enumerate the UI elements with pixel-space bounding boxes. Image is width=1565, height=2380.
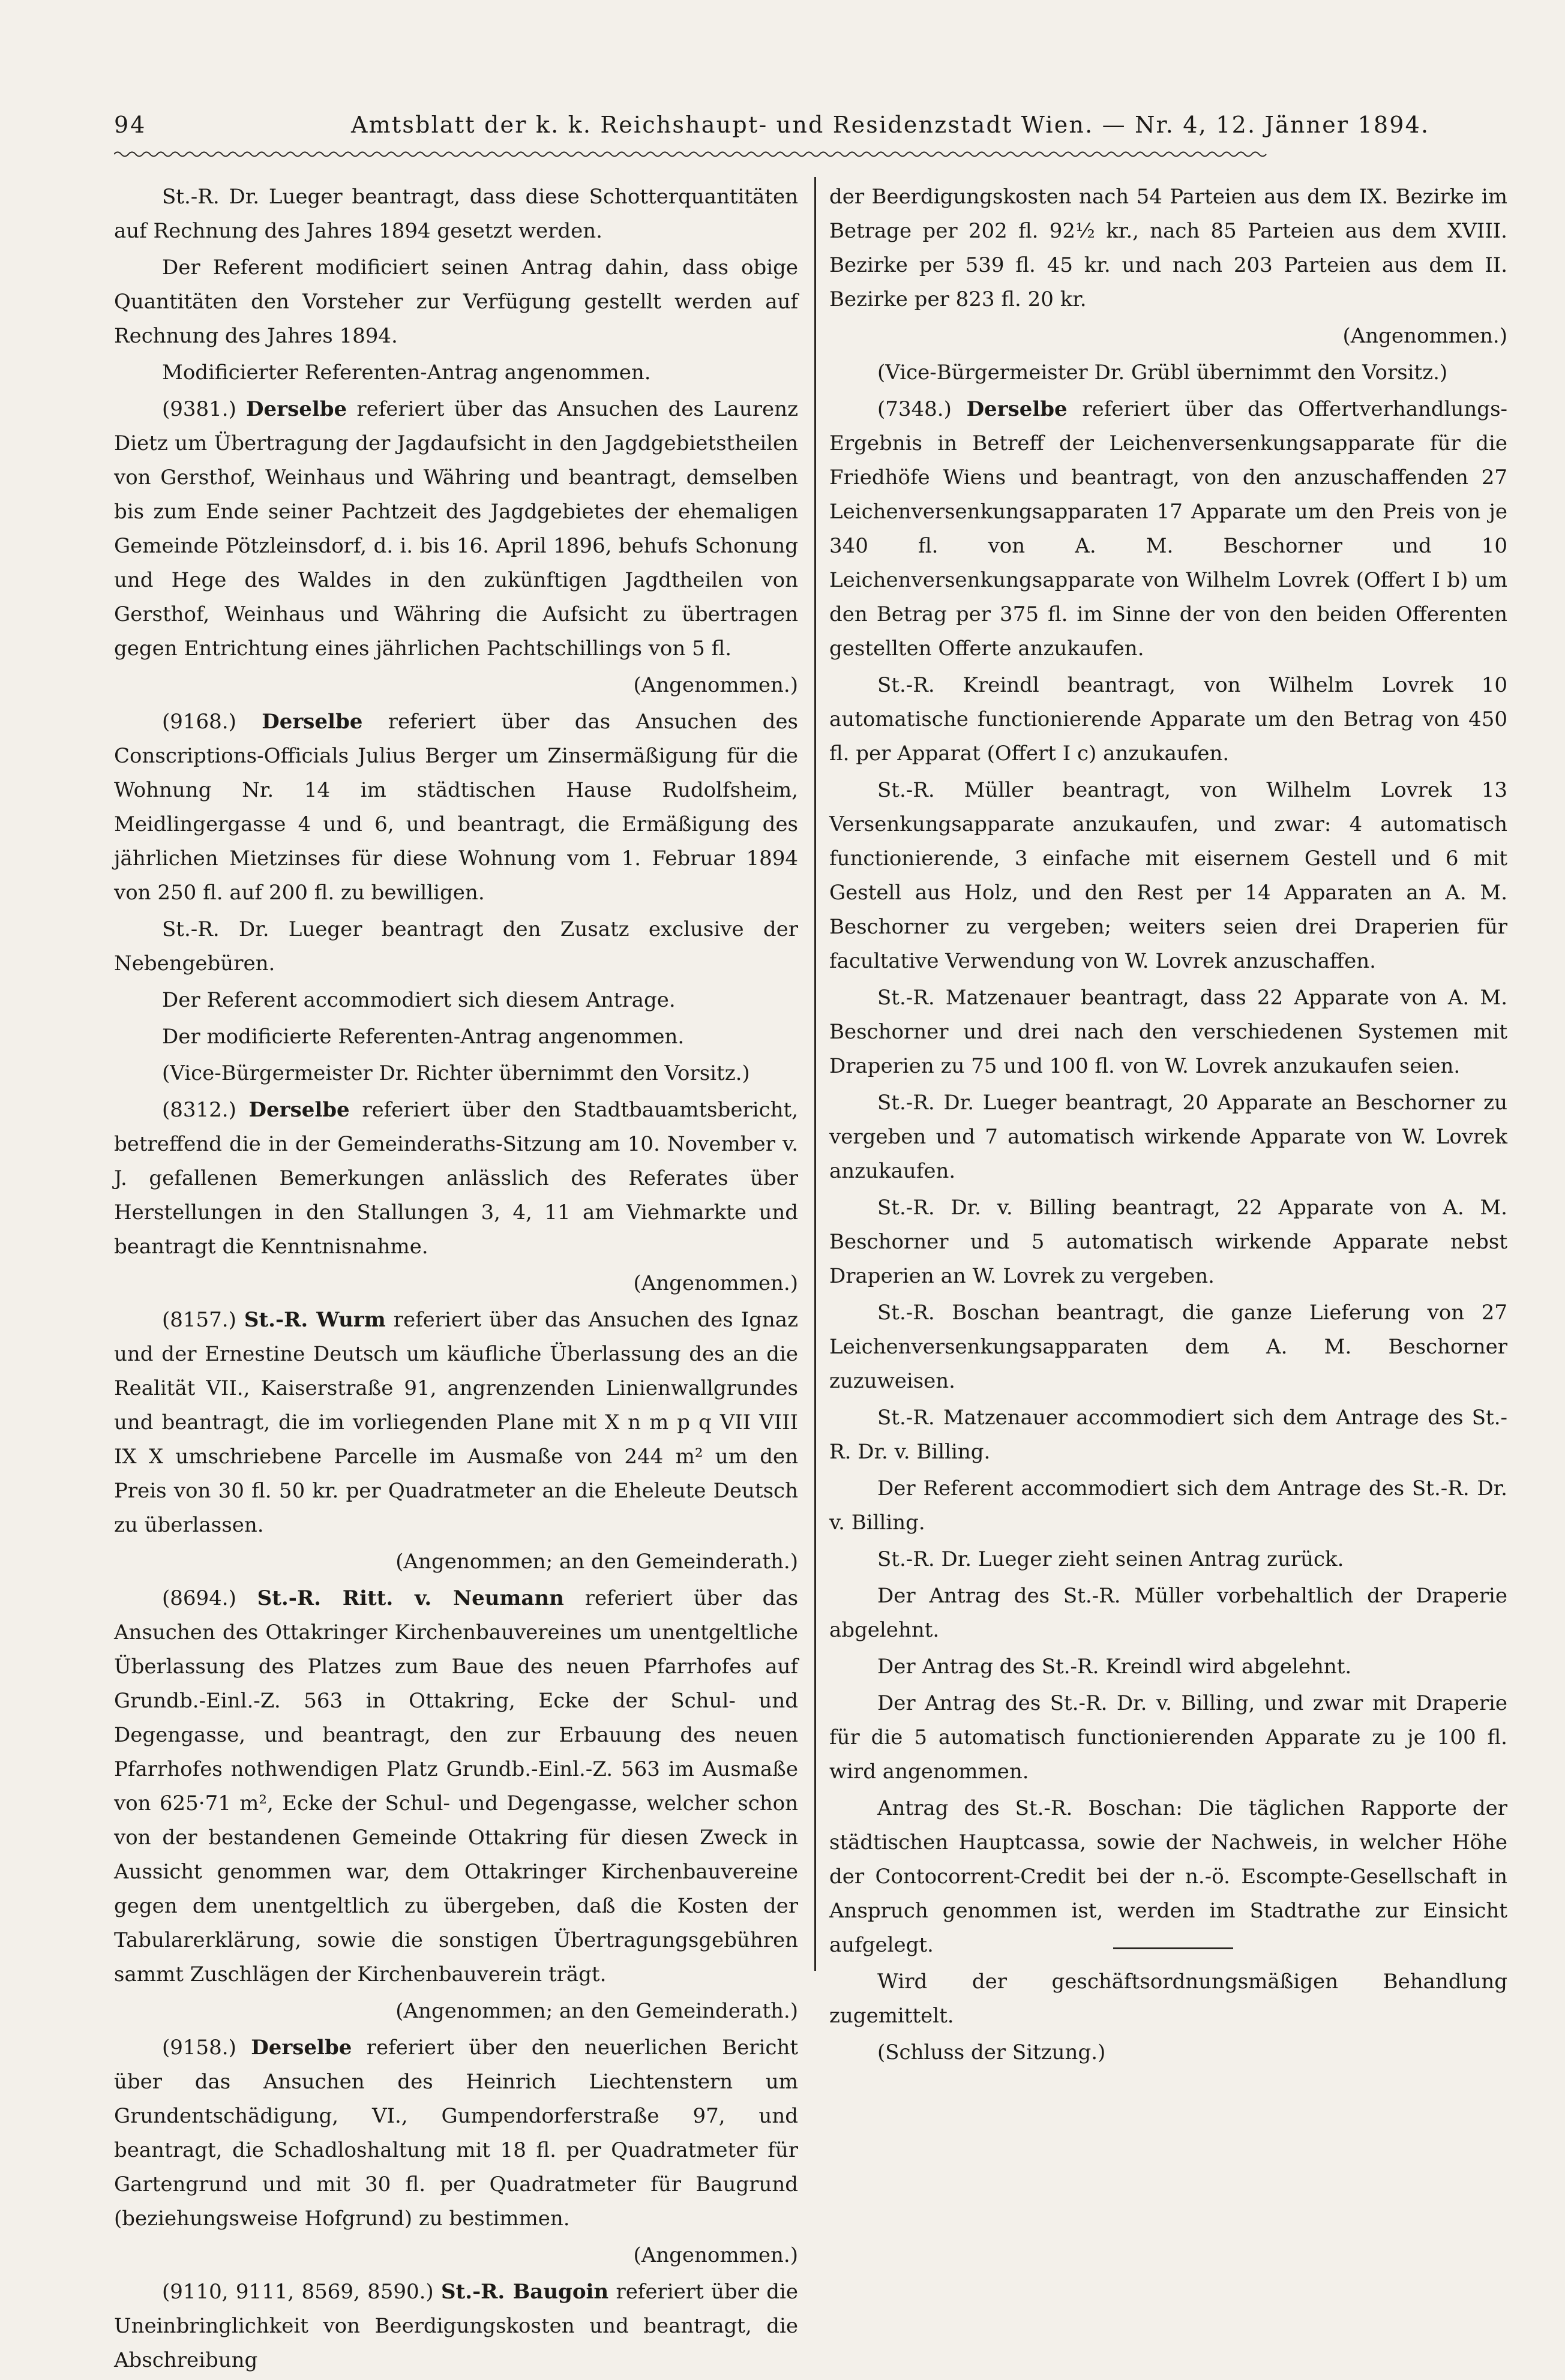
paragraph: Der modificierte Referenten-Antrag angenommen. bbox=[162, 1025, 685, 1049]
paragraph: St.-R. Dr. Lueger beantragt, dass diese Schotterquantitäten auf Rechnung des Jahres 1894 gesetzt werden. bbox=[114, 185, 798, 243]
resolution: (Angenommen.) bbox=[633, 1271, 798, 1295]
reference-number: (8312.) bbox=[162, 1098, 236, 1122]
agenda-item bbox=[114, 392, 798, 666]
paragraph: Wird der geschäftsordnungsmäßigen Behandlung zugemittelt. bbox=[829, 1970, 1507, 2028]
agenda-item bbox=[114, 1581, 798, 1992]
paragraph: St.-R. Dr. Lueger beantragt den Zusatz exclusive der Nebengebüren. bbox=[114, 917, 798, 976]
item-text: referiert über das Ansuchen des Laurenz Dietz um Übertragung der Jagdaufsicht in den Jagdgebietstheilen von Gersthof, Weinhaus und Währing und beantragt, demselben bis zum Ende seiner Pachtzeit des Jagdgebietes der ehemaligen Gemeinde Pötzleinsdorf, d. i. bis 16. April 1896, behufs Schonung und Hege des Waldes in den zukünftigen Jagdtheilen von Gersthof, Weinhaus und Währing die Aufsicht zu übertragen gegen Entrichtung eines jährlichen Pachtschillings von 5 fl. bbox=[114, 397, 798, 661]
paragraph: St.-R. Dr. v. Billing beantragt, 22 Apparate von A. M. Beschorner und 5 automatisch wirkende Apparate nebst Draperien an W. Lovrek zu vergeben. bbox=[829, 1196, 1507, 1288]
item-text: referiert über den Stadtbauamtsbericht, betreffend die in der Gemeinderaths-Sitzung am 10. November v. J. gefallenen Bemerkungen anlässlich des Referates über Herstellungen in den Stallungen 3, 4, 11 am Viehmarkte und beantragt die Kenntnisnahme. bbox=[114, 1098, 799, 1259]
paragraph-continued: der Beerdigungskosten nach 54 Parteien aus dem IX. Bezirke im Betrage per 202 fl. 92½ kr., nach 85 Parteien aus dem XVIII. Bezirke per 539 fl. 45 kr. und nach 203 Parteien aus dem II. Bezirke per 823 fl. 20 kr. bbox=[829, 185, 1507, 311]
header-wavy-rule bbox=[114, 150, 1269, 158]
reference-number: (9158.) bbox=[162, 2036, 236, 2060]
paragraph: St.-R. Boschan beantragt, die ganze Lieferung von 27 Leichenversenkungsapparaten dem A. M. Beschorner zuzuweisen. bbox=[829, 1301, 1507, 1393]
reference-number: (7348.) bbox=[877, 397, 952, 421]
agenda-item bbox=[114, 2031, 798, 2236]
left-column bbox=[114, 180, 798, 2380]
agenda-item bbox=[114, 705, 798, 910]
resolution: (Angenommen.) bbox=[633, 673, 798, 697]
speaker-name: Derselbe bbox=[246, 397, 347, 421]
right-column bbox=[829, 180, 1507, 2072]
paragraph: St.-R. Dr. Lueger zieht seinen Antrag zurück. bbox=[877, 1547, 1344, 1571]
agenda-item bbox=[829, 392, 1507, 666]
paragraph: Der Referent modificiert seinen Antrag dahin, dass obige Quantitäten den Vorsteher zur Verfügung gestellt werden auf Rechnung des Jahres 1894. bbox=[114, 256, 798, 348]
resolution: (Angenommen.) bbox=[1342, 324, 1507, 348]
reference-number: (9110, 9111, 8569, 8590.) bbox=[162, 2280, 434, 2304]
speaker-name: Derselbe bbox=[251, 2036, 352, 2060]
column-divider bbox=[814, 177, 816, 1971]
agenda-item bbox=[114, 2275, 798, 2378]
resolution: (Angenommen; an den Gemeinderath.) bbox=[395, 1999, 798, 2023]
paragraph: Der Antrag des St.-R. Dr. v. Billing, und zwar mit Draperie für die 5 automatisch functionierenden Apparate zu je 100 fl. wird angenommen. bbox=[829, 1691, 1507, 1784]
speaker-name: St.-R. Baugoin bbox=[440, 2280, 609, 2304]
agenda-item bbox=[114, 1093, 798, 1264]
session-end: (Schluss der Sitzung.) bbox=[877, 2040, 1106, 2064]
item-text: referiert über die Uneinbringlichkeit von Beerdigungskosten und beantragt, die Abschreibung bbox=[114, 2280, 799, 2372]
resolution: (Angenommen; an den Gemeinderath.) bbox=[395, 1550, 798, 1574]
item-text: referiert über den neuerlichen Bericht über das Ansuchen des Heinrich Liechtenstern um Grundentschädigung, VI., Gumpendorferstraße 97, und beantragt, die Schadloshaltung mit 18 fl. per Quadratmeter für Gartengrund und mit 30 fl. per Quadratmeter für Baugrund (beziehungsweise Hofgrund) zu bestimmen. bbox=[114, 2036, 799, 2231]
reference-number: (8157.) bbox=[162, 1308, 236, 1332]
paragraph: St.-R. Müller beantragt, von Wilhelm Lovrek 13 Versenkungsapparate anzukaufen, und zwar: 4 automatisch functionierende, 3 einfache mit eisernem Gestell und 6 mit Gestell aus Holz, und den Rest per 14 Apparaten an A. M. Beschorner zu vergeben; weiters seien drei Draperien für facultative Verwendung von W. Lovrek anzuschaffen. bbox=[829, 778, 1507, 973]
resolution: (Angenommen.) bbox=[633, 2243, 798, 2267]
paragraph: Modificierter Referenten-Antrag angenommen. bbox=[162, 361, 651, 385]
paragraph: Der Antrag des St.-R. Müller vorbehaltlich der Draperie abgelehnt. bbox=[829, 1584, 1507, 1642]
reference-number: (9381.) bbox=[162, 397, 236, 421]
item-text: referiert über das Ansuchen des Conscriptions-Officials Julius Berger um Zinsermäßigung für die Wohnung Nr. 14 im städtischen Hause Rudolfsheim, Meidlingergasse 4 und 6, und beantragt, die Ermäßigung des jährlichen Mietzinses für diese Wohnung vom 1. Februar 1894 von 250 fl. auf 200 fl. zu bewilligen. bbox=[114, 710, 798, 905]
running-title: Amtsblatt der k. k. Reichshaupt- und Residenzstadt Wien. — Nr. 4, 12. Jänner 1894. bbox=[351, 112, 1430, 138]
paragraph: St.-R. Matzenauer accommodiert sich dem Antrage des St.-R. Dr. v. Billing. bbox=[829, 1406, 1507, 1464]
paragraph: Der Referent accommodiert sich dem Antrage des St.-R. Dr. v. Billing. bbox=[829, 1476, 1507, 1535]
speaker-name: Derselbe bbox=[248, 1098, 350, 1122]
paragraph: Der Antrag des St.-R. Kreindl wird abgelehnt. bbox=[877, 1655, 1352, 1679]
paragraph: St.-R. Kreindl beantragt, von Wilhelm Lovrek 10 automatische functionierende Apparate um den Betrag von 450 fl. per Apparat (Offert I c) anzukaufen. bbox=[829, 673, 1507, 766]
reference-number: (9168.) bbox=[162, 710, 236, 734]
closing-rule bbox=[1113, 1947, 1233, 1949]
speaker-name: St.-R. Wurm bbox=[244, 1308, 386, 1332]
agenda-item bbox=[114, 1303, 798, 1542]
chair-change: (Vice-Bürgermeister Dr. Grübl übernimmt den Vorsitz.) bbox=[877, 361, 1448, 385]
paragraph: St.-R. Matzenauer beantragt, dass 22 Apparate von A. M. Beschorner und drei nach den verschiedenen Systemen mit Draperien zu 75 und 100 fl. von W. Lovrek anzukaufen seien. bbox=[829, 986, 1507, 1078]
item-text: referiert über das Ansuchen des Ottakringer Kirchenbauvereines um unentgeltliche Überlassung des Platzes zum Baue des neuen Pfarrhofes auf Grundb.-Einl.-Z. 563 in Ottakring, Ecke der Schul- und Degengasse, und beantragt, den zur Erbauung des neuen Pfarrhofes nothwendigen Platz Grundb.-Einl.-Z. 563 im Ausmaße von 625·71 m², Ecke der Schul- und Degengasse, welcher schon von der bestandenen Gemeinde Ottakring für diesen Zweck in Aussicht genommen war, dem Ottakringer Kirchenbauvereine gegen dem unentgeltlich zu übergeben, daß die Kosten der Tabularerklärung, sowie die sonstigen Übertragungsgebühren sammt Zuschlägen der Kirchenbauverein trägt. bbox=[114, 1586, 799, 1986]
speaker-name: Derselbe bbox=[262, 710, 363, 734]
chair-change: (Vice-Bürgermeister Dr. Richter übernimmt den Vorsitz.) bbox=[162, 1061, 750, 1085]
reference-number: (8694.) bbox=[162, 1586, 236, 1610]
paragraph: Der Referent accommodiert sich diesem Antrage. bbox=[162, 988, 676, 1012]
speaker-name: Derselbe bbox=[966, 397, 1068, 421]
speaker-name: St.-R. Ritt. v. Neumann bbox=[257, 1586, 564, 1610]
item-text: referiert über das Offertverhandlungs-Ergebnis in Betreff der Leichenversenkungsapparate für die Friedhöfe Wiens und beantragt, von den anzuschaffenden 27 Leichenversenkungsapparaten 17 Apparate um den Preis von je 340 fl. von A. M. Beschorner und 10 Leichenversenkungsapparate von Wilhelm Lovrek (Offert I b) um den Betrag per 375 fl. im Sinne der von den beiden Offerenten gestellten Offerte anzukaufen. bbox=[829, 397, 1508, 661]
page-number: 94 bbox=[114, 112, 147, 138]
paragraph: Antrag des St.-R. Boschan: Die täglichen Rapporte der städtischen Hauptcassa, sowie der Nachweis, in welcher Höhe der Contocorrent-Credit bei der n.-ö. Escompte-Gesellschaft in Anspruch genommen ist, werden im Stadtrathe zur Einsicht aufgelegt. bbox=[829, 1796, 1507, 1957]
paragraph: St.-R. Dr. Lueger beantragt, 20 Apparate an Beschorner zu vergeben und 7 automatisch wirkende Apparate von W. Lovrek anzukaufen. bbox=[829, 1091, 1507, 1183]
item-text: referiert über das Ansuchen des Ignaz und der Ernestine Deutsch um käufliche Überlassung des an die Realität VII., Kaiserstraße 91, angrenzenden Linienwallgrundes und beantragt, die im vorliegenden Plane mit X n m p q VII VIII IX X umschriebene Parcelle im Ausmaße von 244 m² um den Preis von 30 fl. 50 kr. per Quadratmeter an die Eheleute Deutsch zu überlassen. bbox=[114, 1308, 798, 1537]
